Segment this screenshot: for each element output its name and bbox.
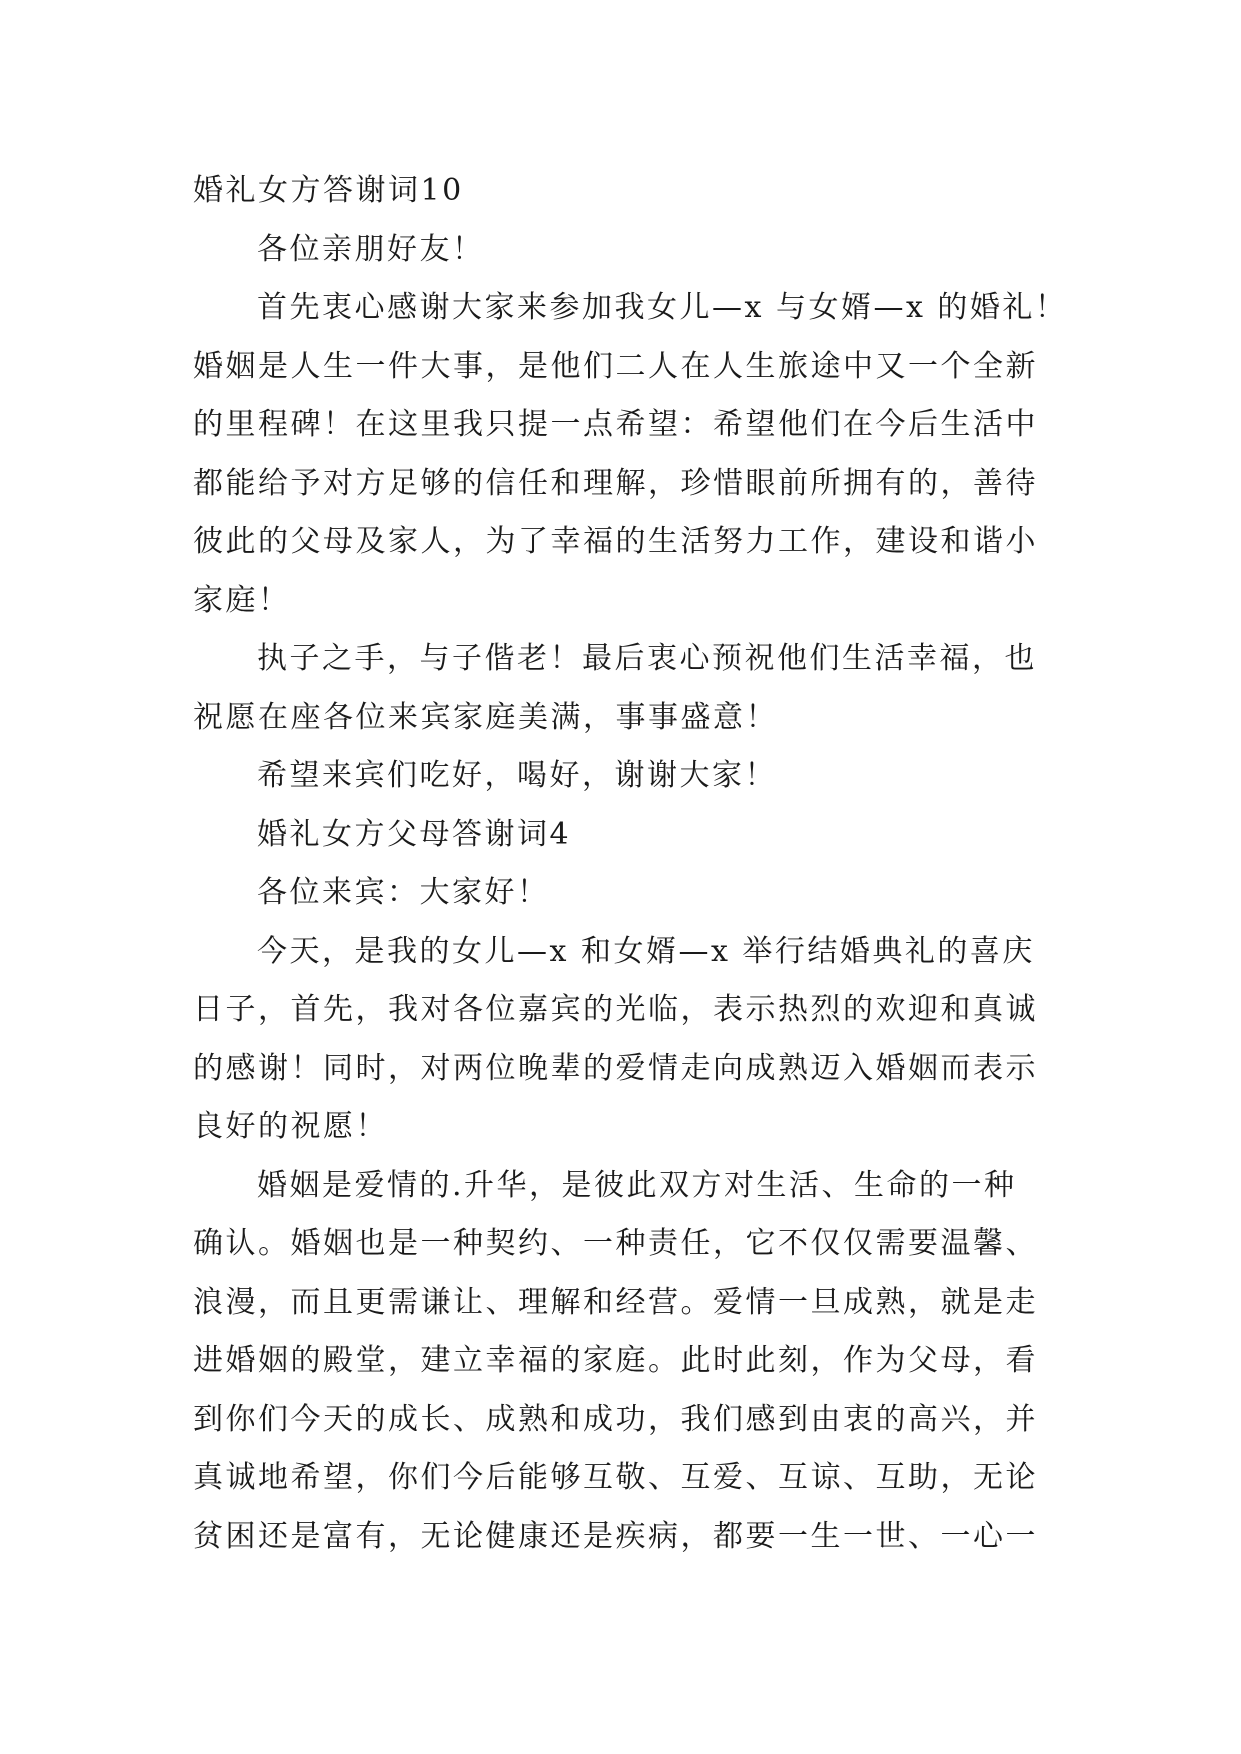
text-line: 祝愿在座各位来宾家庭美满，事事盛意！ (193, 699, 778, 735)
text-line: 婚姻是人生一件大事，是他们二人在人生旅途中又一个全新 (193, 348, 1038, 384)
text-line: 日子，首先，我对各位嘉宾的光临，表示热烈的欢迎和真诚 (193, 992, 1038, 1027)
text-line: 各位亲朋好友！ (257, 231, 485, 267)
text-line: 首先衷心感谢大家来参加我女儿—x 与女婿—x 的婚礼！ (257, 290, 1068, 325)
text-line: 浪漫，而且更需谦让、理解和经营。爱情一旦成熟，就是走 (193, 1284, 1038, 1320)
text-line: 的里程碑！在这里我只提一点希望：希望他们在今后生活中 (193, 407, 1038, 442)
text-line: 真诚地希望，你们今后能够互敬、互爱、互谅、互助，无论 (193, 1460, 1038, 1495)
text-line: 到你们今天的成长、成熟和成功，我们感到由衷的高兴，并 (193, 1401, 1038, 1437)
text-line: 家庭！ (193, 582, 291, 618)
text-line: 良好的祝愿！ (193, 1109, 388, 1144)
text-line: 执子之手，与子偕老！最后衷心预祝他们生活幸福，也 (257, 641, 1037, 676)
text-line: 婚礼女方父母答谢词4 (257, 816, 572, 852)
text-line: 希望来宾们吃好，喝好，谢谢大家！ (257, 758, 777, 793)
text-line: 进婚姻的殿堂，建立幸福的家庭。此时此刻，作为父母，看 (193, 1343, 1038, 1378)
text-line: 的感谢！同时，对两位晚辈的爱情走向成熟迈入婚姻而表示 (193, 1050, 1038, 1086)
text-line: 婚姻是爱情的.升华，是彼此双方对生活、生命的一种 (257, 1167, 1017, 1203)
text-line: 各位来宾：大家好！ (257, 875, 550, 910)
document-body (193, 162, 1068, 1566)
text-line: 都能给予对方足够的信任和理解，珍惜眼前所拥有的，善待 (193, 465, 1038, 501)
text-line: 今天，是我的女儿—x 和女婿—x 举行结婚典礼的喜庆 (257, 933, 1035, 969)
text-line: 贫困还是富有，无论健康还是疾病，都要一生一世、一心一 (193, 1518, 1038, 1554)
text-line: 彼此的父母及家人，为了幸福的生活努力工作，建设和谐小 (193, 524, 1038, 559)
text-line: 确认。婚姻也是一种契约、一种责任，它不仅仅需要温馨、 (193, 1226, 1038, 1261)
text-line: 婚礼女方答谢词10 (193, 173, 464, 208)
